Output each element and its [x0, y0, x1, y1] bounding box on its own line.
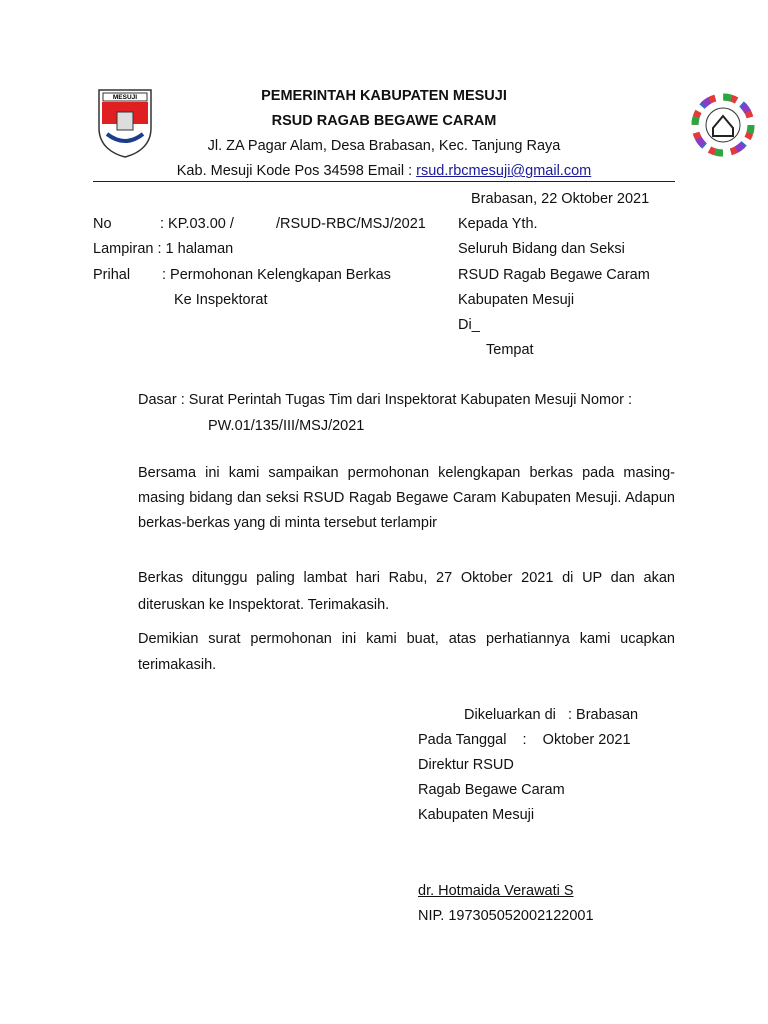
- signer-nip: NIP. 197305052002122001: [418, 908, 594, 924]
- signer-name: dr. Hotmaida Verawati S: [418, 883, 574, 899]
- recipient-line: Seluruh Bidang dan Seksi: [458, 241, 625, 257]
- no-value-suffix: /RSUD-RBC/MSJ/2021: [276, 216, 426, 232]
- email-link[interactable]: rsud.rbcmesuji@gmail.com: [416, 163, 592, 179]
- header-hospital: RSUD RAGAB BEGAWE CARAM: [271, 113, 497, 129]
- prihal-label: Prihal: [93, 267, 131, 283]
- recipient-line: Kepada Yth.: [458, 216, 538, 232]
- recipient-line: Tempat: [486, 342, 534, 358]
- svg-text:MESUJI: MESUJI: [112, 94, 138, 101]
- issued-at: Dikeluarkan di : Brabasan: [464, 707, 639, 723]
- paragraph-2: Berkas ditunggu paling lambat hari Rabu, 27 Oktober 2021 di UP dan akan diteruskan ke Inspektorat. Terimakasih.: [138, 570, 675, 613]
- dasar-number: PW.01/135/III/MSJ/2021: [208, 418, 365, 434]
- signer-title: Direktur RSUD: [418, 757, 514, 773]
- prihal-value: : Permohonan Kelengkapan Berkas: [162, 267, 391, 283]
- lampiran: Lampiran : 1 halaman: [93, 241, 234, 257]
- paragraph-3: Demikian surat permohonan ini kami buat, atas perhatiannya kami ucapkan terimakasih.: [138, 631, 675, 673]
- recipient-line: Kabupaten Mesuji: [458, 292, 575, 308]
- dasar: Dasar : Surat Perintah Tugas Tim dari Inspektorat Kabupaten Mesuji Nomor :: [138, 392, 633, 408]
- signer-title: Ragab Begawe Caram: [418, 782, 565, 798]
- no-value: : KP.03.00 /: [160, 216, 234, 232]
- header-contact: [0, 162, 768, 180]
- issued-date: Pada Tanggal : Oktober 2021: [418, 732, 631, 748]
- prihal-value-2: Ke Inspektorat: [174, 292, 268, 308]
- recipient-line: RSUD Ragab Begawe Caram: [458, 267, 650, 283]
- recipient-line: Di_: [458, 317, 480, 333]
- no-label: No: [93, 216, 112, 232]
- header-address: Jl. ZA Pagar Alam, Desa Brabasan, Kec. Tanjung Raya: [207, 138, 561, 154]
- paragraph-1: Bersama ini kami sampaikan permohonan kelengkapan berkas pada masing-masing bidang dan seksi RSUD Ragab Begawe Caram Kabupaten Mesuji. Adapun berkas-berkas yang di minta tersebut terlampir: [138, 465, 675, 531]
- signer-title: Kabupaten Mesuji: [418, 807, 535, 823]
- letter-date: Brabasan, 22 Oktober 2021: [471, 191, 650, 207]
- contact-text: Kab. Mesuji Kode Pos 34598 Email :: [176, 163, 417, 179]
- header-divider: [93, 181, 675, 182]
- header-government: PEMERINTAH KABUPATEN MESUJI: [261, 88, 507, 104]
